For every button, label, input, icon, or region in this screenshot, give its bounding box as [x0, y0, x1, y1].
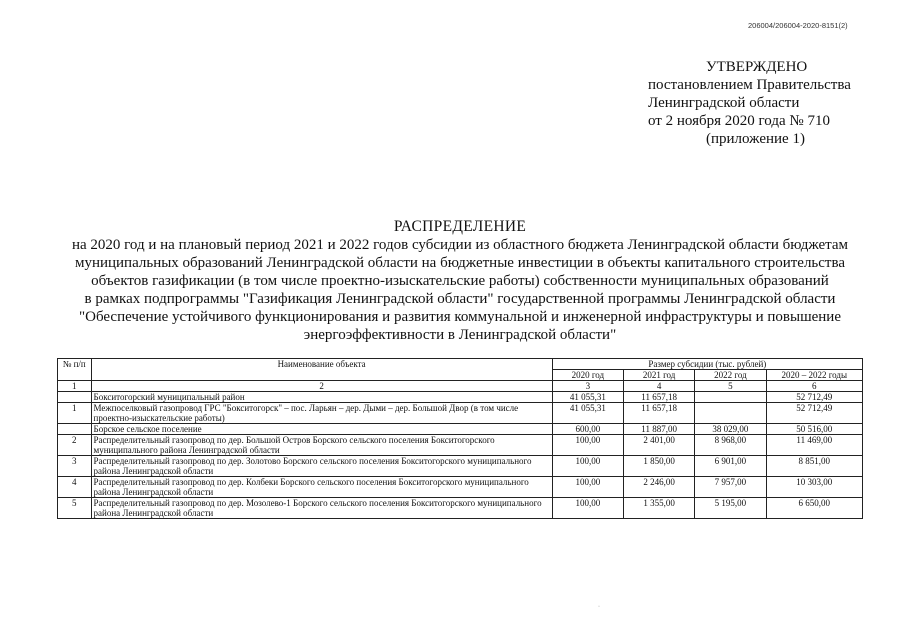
header-num: № п/п: [58, 359, 92, 381]
row-2020: 100,00: [552, 477, 623, 498]
row-2021: 2 246,00: [623, 477, 694, 498]
table-row: [58, 498, 863, 519]
table-row: [58, 435, 863, 456]
row-name: Распределительный газопровод по дер. Мозолево-1 Борского сельского поселения Бокситогорского муниципального района Ленинградской области: [91, 498, 552, 519]
table-row: [58, 403, 863, 424]
row-2022: 6 901,00: [695, 456, 766, 477]
row-name: Бокситогорский муниципальный район: [91, 392, 552, 403]
row-num: [58, 424, 92, 435]
row-2020: 41 055,31: [552, 392, 623, 403]
table-cell: 6: [766, 381, 862, 392]
row-name: Распределительный газопровод по дер. Золотово Борского сельского поселения Бокситогорского муниципального района Ленинградской области: [91, 456, 552, 477]
approval-stamp: [648, 58, 878, 148]
row-2021: 1 850,00: [623, 456, 694, 477]
document-title: [40, 218, 880, 344]
header-2022: 2022 год: [695, 370, 766, 381]
row-total: 11 469,00: [766, 435, 862, 456]
header-2020: 2020 год: [552, 370, 623, 381]
row-2020: 100,00: [552, 456, 623, 477]
row-2020: 100,00: [552, 435, 623, 456]
approval-line-2: Ленинградской области: [648, 95, 800, 111]
table-cell: 3: [552, 381, 623, 392]
approval-line-1: постановлением Правительства: [648, 77, 851, 93]
row-2022: 8 968,00: [695, 435, 766, 456]
row-2022: 7 957,00: [695, 477, 766, 498]
row-2022: 38 029,00: [695, 424, 766, 435]
row-total: 52 712,49: [766, 392, 862, 403]
table-row: [58, 424, 863, 435]
row-num: 5: [58, 498, 92, 519]
table-row: [58, 477, 863, 498]
title-heading: РАСПРЕДЕЛЕНИЕ: [393, 218, 527, 235]
header-subsidy: Размер субсидии (тыс. рублей): [552, 359, 862, 370]
row-2021: 11 657,18: [623, 403, 694, 424]
document-id: 206004/206004-2020-8151(2): [748, 21, 848, 30]
annex-label: (приложение 1): [706, 131, 805, 147]
row-2020: 41 055,31: [552, 403, 623, 424]
table-cell: 2: [91, 381, 552, 392]
row-name: Межпоселковый газопровод ГРС "Бокситогорск" – пос. Ларьян – дер. Дыми – дер. Большой Двор (в том числе проектно-изыскательские работы): [91, 403, 552, 424]
row-total: 52 712,49: [766, 403, 862, 424]
row-num: 2: [58, 435, 92, 456]
scan-speck: ·: [598, 604, 600, 610]
table-cell: 5: [695, 381, 766, 392]
row-name: Распределительный газопровод по дер. Колбеки Борского сельского поселения Бокситогорского муниципального района Ленинградской области: [91, 477, 552, 498]
row-total: 50 516,00: [766, 424, 862, 435]
row-2021: 1 355,00: [623, 498, 694, 519]
row-num: [58, 392, 92, 403]
row-2022: [695, 403, 766, 424]
title-line: энергоэффективности в Ленинградской области": [303, 327, 617, 343]
row-num: 1: [58, 403, 92, 424]
header-2021: 2021 год: [623, 370, 694, 381]
row-num: 3: [58, 456, 92, 477]
header-name: Наименование объекта: [91, 359, 552, 381]
row-num: 4: [58, 477, 92, 498]
row-name: Борское сельское поселение: [91, 424, 552, 435]
table-row: [58, 456, 863, 477]
title-line: "Обеспечение устойчивого функционирования и развития коммунальной и инженерной инфраструктуры и повышение: [78, 309, 841, 325]
row-2021: 2 401,00: [623, 435, 694, 456]
row-2021: 11 657,18: [623, 392, 694, 403]
title-line: муниципальных образований Ленинградской области на бюджетные инвестиции в объекты капитального строительства: [74, 255, 846, 271]
title-line: на 2020 год и на плановый период 2021 и 2022 годов субсидии из областного бюджета Ленинградской области бюджетам: [71, 237, 849, 253]
approved-label: УТВЕРЖДЕНО: [706, 59, 808, 75]
table-row: [58, 392, 863, 403]
approval-line-3: от 2 ноября 2020 года № 710: [648, 113, 830, 129]
row-2022: [695, 392, 766, 403]
distribution-table: [57, 358, 863, 519]
row-2020: 600,00: [552, 424, 623, 435]
title-line: объектов газификации (в том числе проектно-изыскательские работы) собственности муниципальных образований: [91, 273, 829, 289]
column-index-row: [58, 381, 863, 392]
row-total: 10 303,00: [766, 477, 862, 498]
table-cell: 4: [623, 381, 694, 392]
title-line: в рамках подпрограммы "Газификация Ленинградской области" государственной программы Ленинградской области: [84, 291, 836, 307]
row-total: 6 650,00: [766, 498, 862, 519]
header-total: 2020 – 2022 годы: [766, 370, 862, 381]
row-2022: 5 195,00: [695, 498, 766, 519]
row-total: 8 851,00: [766, 456, 862, 477]
row-name: Распределительный газопровод по дер. Большой Остров Борского сельского поселения Бокситогорского муниципального района Ленинградской области: [91, 435, 552, 456]
row-2021: 11 887,00: [623, 424, 694, 435]
table-cell: 1: [58, 381, 92, 392]
row-2020: 100,00: [552, 498, 623, 519]
